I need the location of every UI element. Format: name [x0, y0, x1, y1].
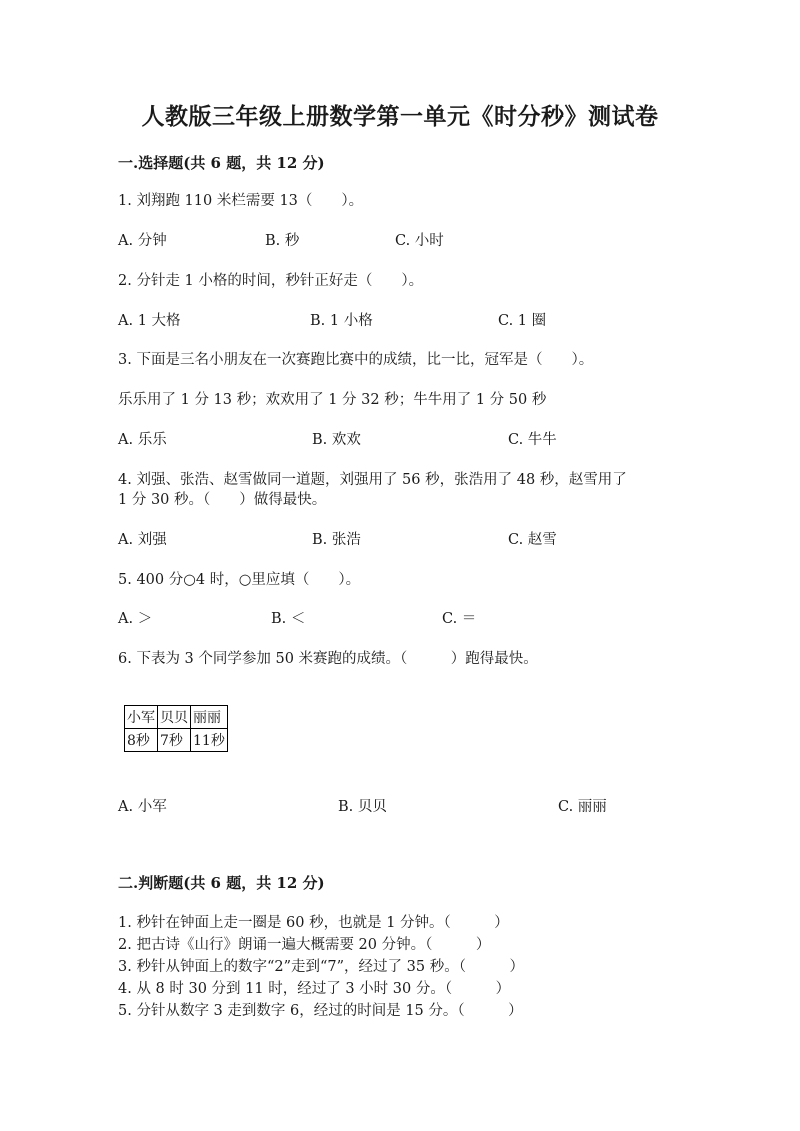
question-5-option-b: B. ＜ [271, 611, 306, 627]
question-1-option-b: B. 秒 [265, 233, 300, 249]
page-title: 人教版三年级上册数学第一单元《时分秒》测试卷 [141, 103, 659, 130]
section-heading-judgement: 二.判断题(共 6 题，共 12 分) [118, 874, 325, 892]
question-6-option-a: A. 小军 [118, 799, 167, 815]
question-2-stem: 2. 分针走 1 小格的时间，秒针正好走（ ）。 [118, 273, 424, 289]
table-cell: 7秒 [158, 729, 191, 752]
question-1-stem: 1. 刘翔跑 110 米栏需要 13（ ）。 [118, 193, 364, 209]
section-heading-choice: 一.选择题(共 6 题，共 12 分) [118, 154, 325, 172]
question-2-option-c: C. 1 圈 [498, 313, 547, 329]
question-4-option-a: A. 刘强 [118, 532, 167, 548]
question-3-option-c: C. 牛牛 [508, 432, 557, 448]
question-2-option-b: B. 1 小格 [310, 313, 373, 329]
question-5-option-a: A. ＞ [118, 611, 153, 627]
question-5-stem: 5. 400 分○4 时，○里应填（ ）。 [118, 572, 361, 588]
question-4-stem-line1: 4. 刘强、张浩、赵雪做同一道题，刘强用了 56 秒，张浩用了 48 秒，赵雪用了 [118, 472, 627, 488]
question-4-stem-line2: 1 分 30 秒。（ ）做得最快。 [118, 492, 327, 508]
table-header-cell: 丽丽 [191, 706, 228, 729]
question-6-option-b: B. 贝贝 [338, 799, 387, 815]
question-5-option-c: C. ＝ [442, 611, 477, 627]
judgement-item-4: 4. 从 8 时 30 分到 11 时，经过了 3 小时 30 分。（ ） [118, 981, 511, 997]
question-3-option-a: A. 乐乐 [118, 432, 167, 448]
table-row [125, 729, 228, 752]
judgement-item-5: 5. 分针从数字 3 走到数字 6，经过的时间是 15 分。（ ） [118, 1003, 523, 1019]
question-1-option-c: C. 小时 [395, 233, 444, 249]
table-header-cell: 贝贝 [158, 706, 191, 729]
score-table [124, 705, 228, 752]
question-6-stem: 6. 下表为 3 个同学参加 50 米赛跑的成绩。（ ）跑得最快。 [118, 651, 538, 667]
table-row [125, 706, 228, 729]
question-2-option-a: A. 1 大格 [118, 313, 181, 329]
judgement-item-1: 1. 秒针在钟面上走一圈是 60 秒，也就是 1 分钟。（ ） [118, 915, 509, 931]
question-3-option-b: B. 欢欢 [312, 432, 361, 448]
question-4-option-b: B. 张浩 [312, 532, 361, 548]
question-3-stem: 3. 下面是三名小朋友在一次赛跑比赛中的成绩，比一比，冠军是（ ）。 [118, 352, 594, 368]
table-header-cell: 小军 [125, 706, 158, 729]
question-1-option-a: A. 分钟 [118, 233, 167, 249]
judgement-item-2: 2. 把古诗《山行》朗诵一遍大概需要 20 分钟。（ ） [118, 937, 491, 953]
judgement-item-3: 3. 秒针从钟面上的数字“2”走到“7”，经过了 35 秒。（ ） [118, 959, 524, 975]
table-cell: 11秒 [191, 729, 228, 752]
question-4-option-c: C. 赵雪 [508, 532, 557, 548]
question-6-option-c: C. 丽丽 [558, 799, 607, 815]
table-cell: 8秒 [125, 729, 158, 752]
question-3-results: 乐乐用了 1 分 13 秒；欢欢用了 1 分 32 秒；牛牛用了 1 分 50 秒 [118, 392, 547, 408]
